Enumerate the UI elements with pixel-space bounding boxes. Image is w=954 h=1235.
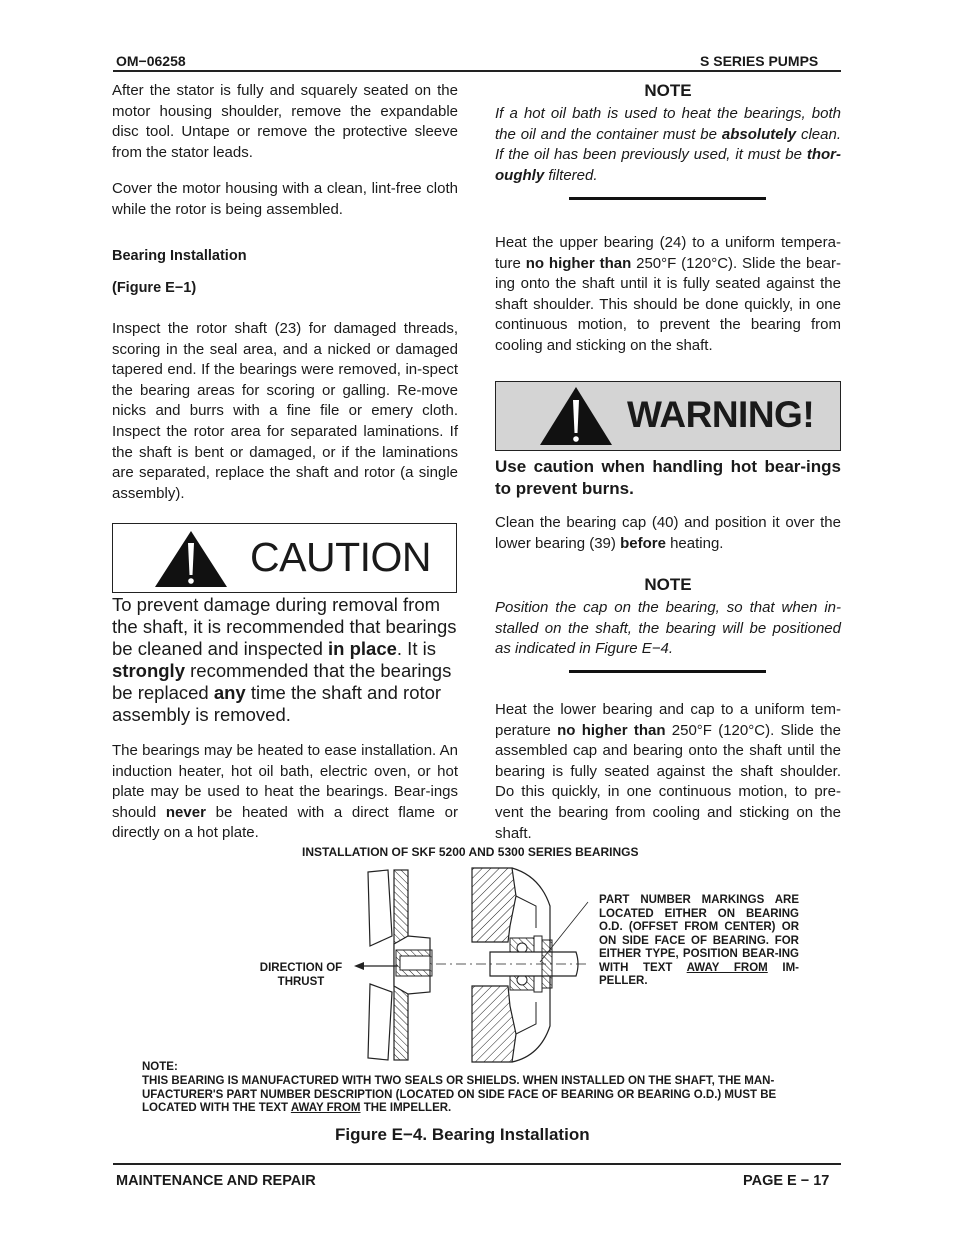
figure-caption: Figure E−4. Bearing Installation — [335, 1125, 590, 1144]
warning-label: WARNING! — [627, 394, 815, 435]
figure-note-heading: NOTE: — [142, 1061, 178, 1073]
page-number: PAGE E − 17 — [743, 1173, 830, 1189]
part-number-markings-label: PART NUMBER MARKINGS ARE LOCATED EITHER ON BEARING O.D. (OFFSET FROM CENTER) OR ON SIDE FACE OF BEARING. FOR EITHER TYPE, POSITION BEAR-ING WITH TEXT AWAY FROM IM-PELLER. — [599, 894, 799, 987]
doc-number: OM−06258 — [116, 53, 186, 69]
thrust-label: DIRECTION OF THRUST — [259, 962, 343, 988]
warning-box — [495, 381, 841, 451]
caution-box — [112, 523, 457, 593]
note-heading: NOTE — [644, 81, 692, 100]
warning-message: Use caution when handling hot bear-ings to prevent burns. — [495, 457, 841, 498]
caution-label: CAUTION — [250, 534, 431, 580]
paragraph-inspect: Inspect the rotor shaft (23) for damaged threads, scoring in the seal area, and a nicked or damaged tapered end. If the bearings were removed, in-spect the bearing areas for scoring or galling. Re-move nicks and burrs with a fine file or emery cloth. Inspect the rotor area for separated laminations. If the shaft is bent or damaged, or if the laminations are separated, replace the shaft and rotor (a single assembly). — [112, 320, 458, 502]
paragraph-lower-bearing: Heat the lower bearing and cap to a uniform tem-perature no higher than 250°F (120°C). Slide the assembled cap and bearing onto the shaft until the bearing is fully seated against the shaft shoulder. Do this quickly, in one continuous motion, to pre-vent the bearing from cooling and sticking on the shaft. — [495, 701, 841, 842]
note-cap-position: Position the cap on the bearing, so that when in-stalled on the shaft, the bearing will be positioned as indicated in Figure E−4. — [495, 599, 841, 658]
paragraph-stator: After the stator is fully and squarely seated on the motor housing shoulder, remove the expandable disc tool. Untape or remove the protective sleeve from the stator leads. — [112, 82, 458, 161]
paragraph-cover: Cover the motor housing with a clean, lint-free cloth while the rotor is being assembled. — [112, 180, 458, 218]
section-figure-ref: (Figure E−1) — [112, 280, 197, 296]
paragraph-heating-methods: The bearings may be heated to ease installation. An induction heater, hot oil bath, electric oven, or hot plate may be used to heat the bearings. Bear-ings should never be heated with a direct flame or directly on a hot plate. — [112, 742, 458, 842]
series-title: S SERIES PUMPS — [700, 53, 819, 69]
caution-message: To prevent damage during removal from the shaft, it is recommended that bearings be cleaned and inspected in place. It is strongly recommended that the bearings be replaced any time the shaft and rotor assembly is removed. — [112, 594, 457, 725]
thrust-arrow-icon — [352, 959, 400, 973]
footer-section: MAINTENANCE AND REPAIR — [116, 1173, 316, 1189]
note-end-rule — [569, 670, 766, 673]
figure-note: THIS BEARING IS MANUFACTURED WITH TWO SEALS OR SHIELDS. WHEN INSTALLED ON THE SHAFT, THE MAN-UFACTURER'S PART NUMBER DESCRIPTION (LOCATED ON SIDE FACE OF BEARING OR BEARING O.D.) MUST BE LOCATED WITH THE TEXT AWAY FROM THE IMPELLER. — [142, 1075, 777, 1114]
section-heading: Bearing Installation — [112, 248, 247, 264]
paragraph-bearing-cap: Clean the bearing cap (40) and position it over the lower bearing (39) before heating. — [495, 514, 841, 552]
footer-rule — [113, 1163, 841, 1165]
note-heading: NOTE — [644, 575, 692, 594]
note-end-rule — [569, 197, 766, 200]
paragraph-upper-bearing: Heat the upper bearing (24) to a uniform tempera-ture no higher than 250°F (120°C). Slide the bear-ing onto the shaft until it is fully seated against the shaft shoulder. This should be done quickly, in one continuous motion, to prevent the bearing from cooling and sticking on the shaft. — [495, 234, 841, 354]
figure-title: INSTALLATION OF SKF 5200 AND 5300 SERIES BEARINGS — [302, 845, 639, 859]
note-oil-bath: If a hot oil bath is used to heat the bearings, both the oil and the container must be absolutely clean. If the oil has been previously used, it must be thor-oughly filtered. — [495, 105, 841, 184]
warning-triangle-icon — [153, 529, 229, 589]
header-rule — [113, 70, 841, 72]
warning-triangle-icon — [538, 385, 614, 447]
